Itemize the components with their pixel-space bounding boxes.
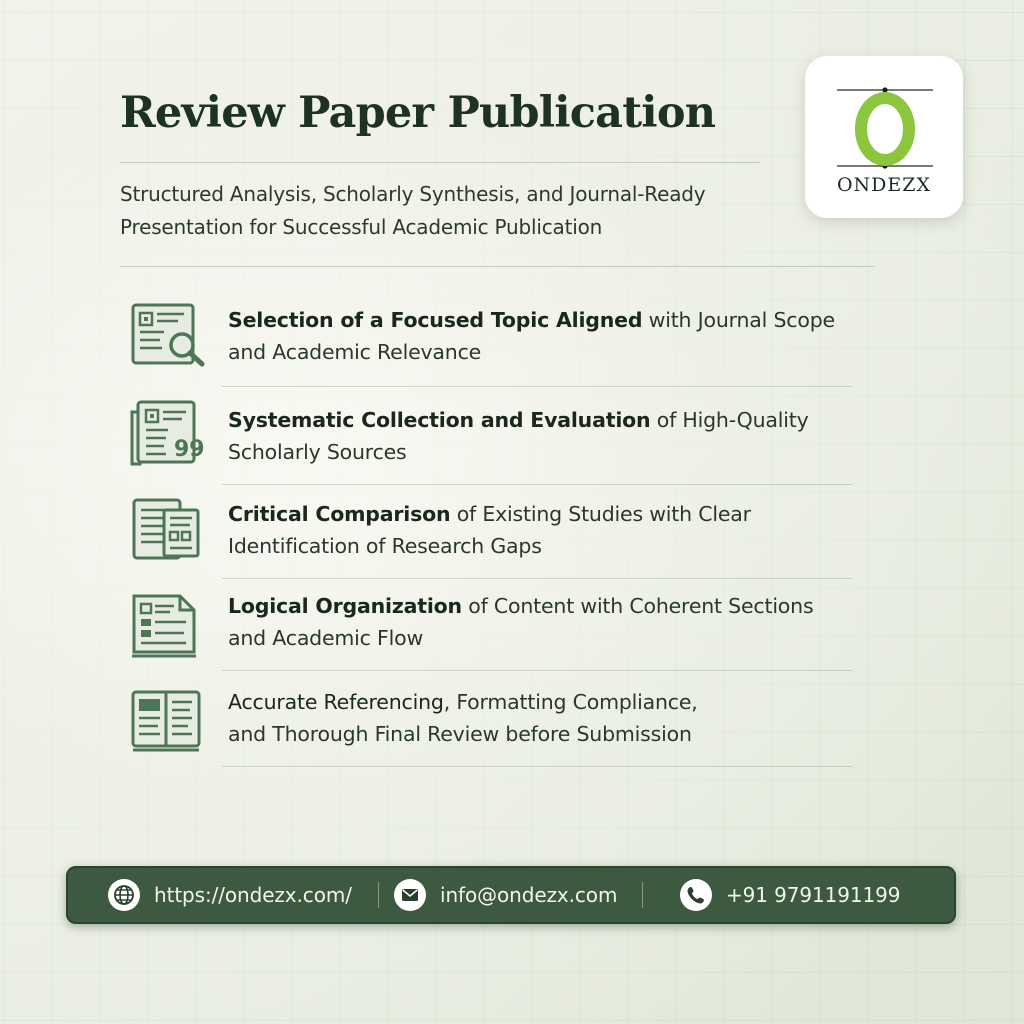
feature-bold: Systematic Collection and Evaluation bbox=[228, 408, 651, 432]
website-url: https://ondezx.com/ bbox=[154, 883, 352, 907]
subtitle-line-1: Structured Analysis, Scholarly Synthesis, and Journal-Ready bbox=[120, 182, 706, 206]
open-book-icon bbox=[130, 686, 206, 756]
compare-documents-icon bbox=[130, 496, 206, 566]
feature-text bbox=[228, 498, 888, 562]
feature-rest: with Journal Scope bbox=[642, 308, 835, 332]
envelope-icon bbox=[394, 879, 426, 911]
feature-divider bbox=[222, 766, 852, 767]
phone-number: +91 9791191199 bbox=[726, 883, 901, 907]
page-subtitle bbox=[120, 178, 800, 244]
globe-icon bbox=[108, 879, 140, 911]
feature-line-2: and Academic Relevance bbox=[228, 340, 482, 364]
feature-item-source-collection bbox=[130, 398, 870, 494]
brand-logo bbox=[805, 56, 963, 218]
feature-divider bbox=[222, 578, 852, 579]
email-address: info@ondezx.com bbox=[440, 883, 618, 907]
feature-item-accurate-referencing bbox=[130, 686, 870, 782]
subtitle-divider bbox=[120, 266, 875, 267]
contact-bar bbox=[66, 866, 956, 924]
feature-rest: of Content with Coherent Sections bbox=[461, 594, 814, 618]
feature-bold: Logical Organization bbox=[228, 594, 462, 618]
feature-text bbox=[228, 686, 888, 750]
phone-link[interactable] bbox=[680, 866, 900, 924]
feature-divider bbox=[222, 484, 852, 485]
feature-divider bbox=[222, 386, 852, 387]
email-link[interactable] bbox=[394, 866, 617, 924]
feature-line-2: Scholarly Sources bbox=[228, 440, 407, 464]
svg-text:99: 99 bbox=[174, 437, 205, 462]
feature-bold: Selection of a Focused Topic Aligned bbox=[228, 308, 643, 332]
phone-icon bbox=[680, 879, 712, 911]
website-link[interactable] bbox=[108, 866, 352, 924]
contact-separator bbox=[378, 882, 379, 908]
feature-line-2: Identification of Research Gaps bbox=[228, 534, 542, 558]
subtitle-line-2: Presentation for Successful Academic Publication bbox=[120, 215, 603, 239]
feature-bold: Critical Comparison bbox=[228, 502, 451, 526]
feature-item-topic-selection bbox=[130, 300, 870, 396]
feature-divider bbox=[222, 670, 852, 671]
page-title: Review Paper Publication bbox=[120, 88, 716, 138]
contact-separator bbox=[642, 882, 643, 908]
feature-text bbox=[228, 304, 888, 368]
quote-document-icon bbox=[130, 398, 206, 468]
feature-rest: of High-Quality bbox=[650, 408, 809, 432]
feature-text bbox=[228, 590, 888, 654]
feature-line-2: and Academic Flow bbox=[228, 626, 424, 650]
feature-item-critical-comparison bbox=[130, 496, 870, 592]
title-divider bbox=[120, 162, 760, 163]
feature-line-2: and Thorough Final Review before Submission bbox=[228, 722, 692, 746]
feature-bold: Accurate Referencing bbox=[228, 690, 444, 714]
brand-name: ONDEZX bbox=[836, 174, 932, 196]
feature-text bbox=[228, 404, 888, 468]
feature-rest: , Formatting Compliance, bbox=[443, 690, 698, 714]
organized-document-icon bbox=[130, 590, 206, 660]
feature-item-logical-organization bbox=[130, 590, 870, 686]
document-search-icon bbox=[130, 300, 206, 370]
feature-rest: of Existing Studies with Clear bbox=[450, 502, 751, 526]
